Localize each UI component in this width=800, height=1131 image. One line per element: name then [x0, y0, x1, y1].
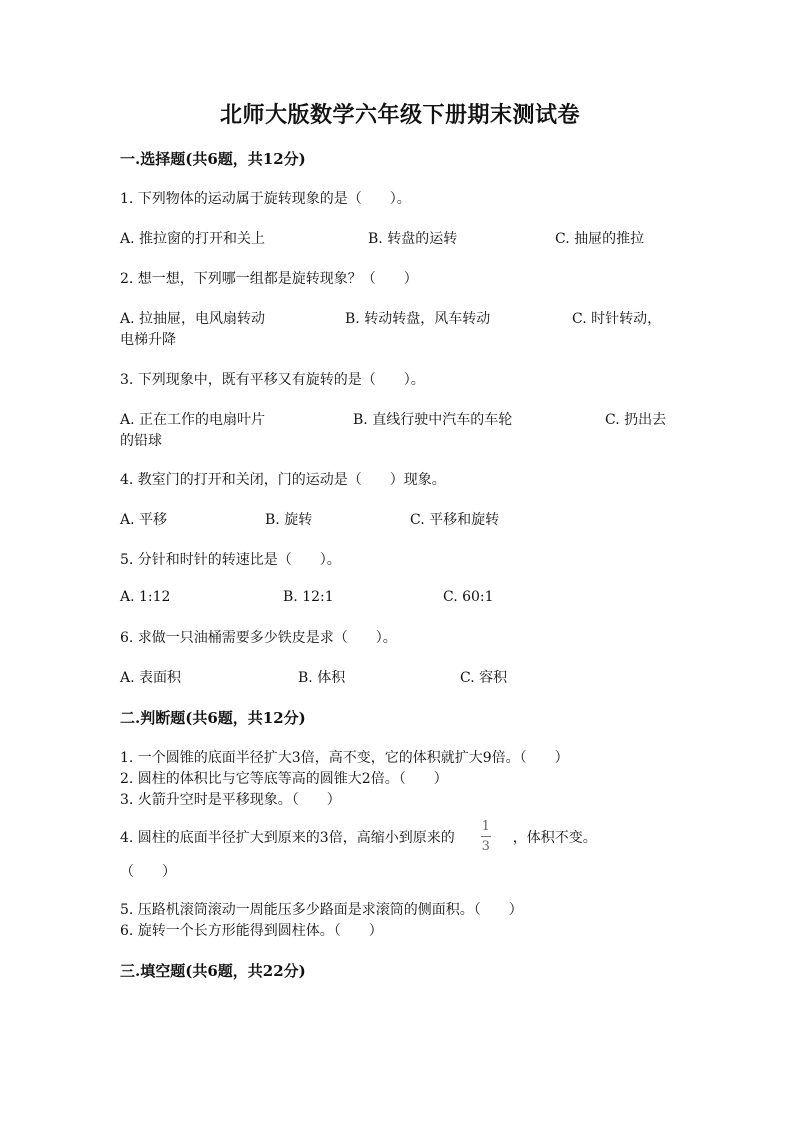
option-c: C. 容积 — [460, 670, 508, 686]
option-a: A. 正在工作的电扇叶片 — [120, 412, 266, 428]
option-c: C. 时针转动， — [572, 311, 662, 327]
judgement-item: 2. 圆柱的体积比与它等底等高的圆锥大2倍。（ ） — [120, 771, 448, 787]
page-title: 北师大版数学六年级下册期末测试卷 — [219, 102, 580, 128]
section-heading-choice: 一.选择题(共6题，共12分) — [120, 150, 306, 168]
section-heading-judgement: 二.判断题(共6题，共12分) — [120, 709, 306, 727]
option-c: C. 60:1 — [443, 589, 494, 605]
option-b: B. 转盘的运转 — [368, 231, 458, 247]
option-a: A. 1:12 — [120, 589, 171, 605]
answer-paren: （ ） — [120, 864, 176, 880]
option-c: C. 抽屉的推拉 — [555, 231, 645, 247]
judgement-item: 6. 旋转一个长方形能得到圆柱体。（ ） — [120, 923, 383, 939]
option-a: A. 推拉窗的打开和关上 — [120, 231, 266, 247]
question-stem: 3. 下列现象中，既有平移又有旋转的是（ ）。 — [120, 372, 425, 388]
judgement-item: 5. 压路机滚筒滚动一周能压多少路面是求滚筒的侧面积。（ ） — [120, 902, 523, 918]
option-b: B. 直线行驶中汽车的车轮 — [353, 412, 513, 428]
option-a: A. 平移 — [120, 512, 168, 528]
option-b: B. 转动转盘，风车转动 — [345, 311, 491, 327]
judgement-item-text: 4. 圆柱的底面半径扩大到原来的3倍，高缩小到原来的 — [120, 829, 455, 846]
question-stem: 2. 想一想，下列哪一组都是旋转现象？（ ） — [120, 271, 418, 287]
option-wrap: 电梯升降 — [120, 332, 176, 348]
judgement-item-fraction-line — [120, 820, 597, 853]
option-b: B. 旋转 — [265, 512, 313, 528]
section-heading-fill-blank: 三.填空题(共6题，共22分) — [120, 962, 306, 980]
judgement-item-text-tail: ，体积不变。 — [512, 829, 597, 846]
judgement-item: 1. 一个圆锥的底面半径扩大3倍，高不变，它的体积就扩大9倍。（ ） — [120, 750, 569, 766]
fraction-numerator: 1 — [481, 819, 490, 834]
option-b: B. 12:1 — [283, 589, 334, 605]
question-stem: 5. 分针和时针的转速比是（ ）。 — [120, 552, 341, 568]
option-wrap: 的铅球 — [120, 433, 162, 449]
fraction-bar — [481, 836, 491, 837]
option-b: B. 体积 — [298, 670, 346, 686]
option-a: A. 表面积 — [120, 670, 182, 686]
question-stem: 6. 求做一只油桶需要多少铁皮是求（ ）。 — [120, 630, 397, 646]
question-stem: 4. 教室门的打开和关闭，门的运动是（ ）现象。 — [120, 472, 446, 488]
judgement-item: 3. 火箭升空时是平移现象。（ ） — [120, 792, 341, 808]
question-stem: 1. 下列物体的运动属于旋转现象的是（ ）。 — [120, 191, 411, 207]
fraction-one-third — [481, 820, 491, 853]
option-c: C. 平移和旋转 — [410, 512, 500, 528]
fraction-denominator: 3 — [481, 839, 490, 854]
option-a: A. 拉抽屉，电风扇转动 — [120, 311, 266, 327]
option-c: C. 扔出去 — [605, 412, 667, 428]
